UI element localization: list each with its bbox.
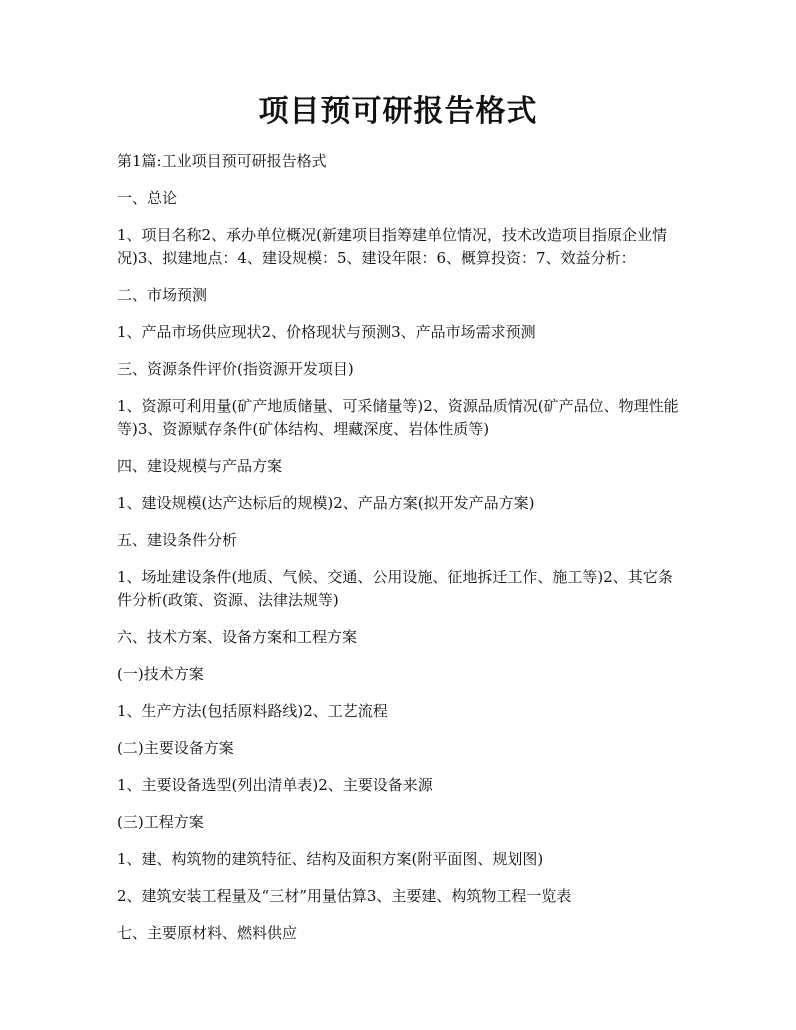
section-heading: 六、技术方案、设备方案和工程方案 xyxy=(117,628,358,646)
paragraph: 1、建设规模(达产达标后的规模)2、产品方案(拟开发产品方案) xyxy=(117,494,535,512)
paragraph: 1、主要设备选型(列出清单表)2、主要设备来源 xyxy=(117,776,433,794)
subsection-heading: (三)工程方案 xyxy=(117,813,204,831)
paragraph: 1、建、构筑物的建筑特征、结构及面积方案(附平面图、规划图) xyxy=(117,850,544,868)
section-heading: 一、总论 xyxy=(117,189,178,207)
subsection-heading: (一)技术方案 xyxy=(117,665,204,683)
paragraph: 1、产品市场供应现状2、价格现状与预测3、产品市场需求预测 xyxy=(117,323,536,341)
subsection-heading: (二)主要设备方案 xyxy=(117,739,234,757)
section-heading: 七、主要原材料、燃料供应 xyxy=(117,924,298,942)
paragraph: 1、资源可利用量(矿产地质储量、可采储量等)2、资源品质情况(矿产品位、物理性能等)3、资源赋存条件(矿体结构、埋藏深度、岩体性质等) xyxy=(117,397,679,438)
chapter-heading: 第1篇:工业项目预可研报告格式 xyxy=(117,152,327,170)
paragraph: 1、项目名称2、承办单位概况(新建项目指筹建单位情况，技术改造项目指原企业情况)3、拟建地点：4、建设规模：5、建设年限：6、概算投资：7、效益分析： xyxy=(117,226,667,267)
section-heading: 二、市场预测 xyxy=(117,286,208,304)
paragraph: 1、场址建设条件(地质、气候、交通、公用设施、征地拆迁工作、施工等)2、其它条件分析(政策、资源、法律法规等) xyxy=(117,568,673,609)
paragraph: 1、生产方法(包括原料路线)2、工艺流程 xyxy=(117,702,388,720)
document-title: 项目预可研报告格式 xyxy=(258,94,538,129)
section-heading: 四、建设规模与产品方案 xyxy=(117,457,283,475)
section-heading: 三、资源条件评价(指资源开发项目) xyxy=(117,360,354,378)
section-heading: 五、建设条件分析 xyxy=(117,531,238,549)
document-body xyxy=(117,150,687,945)
paragraph: 2、建筑安装工程量及“三材”用量估算3、主要建、构筑物工程一览表 xyxy=(117,887,572,905)
